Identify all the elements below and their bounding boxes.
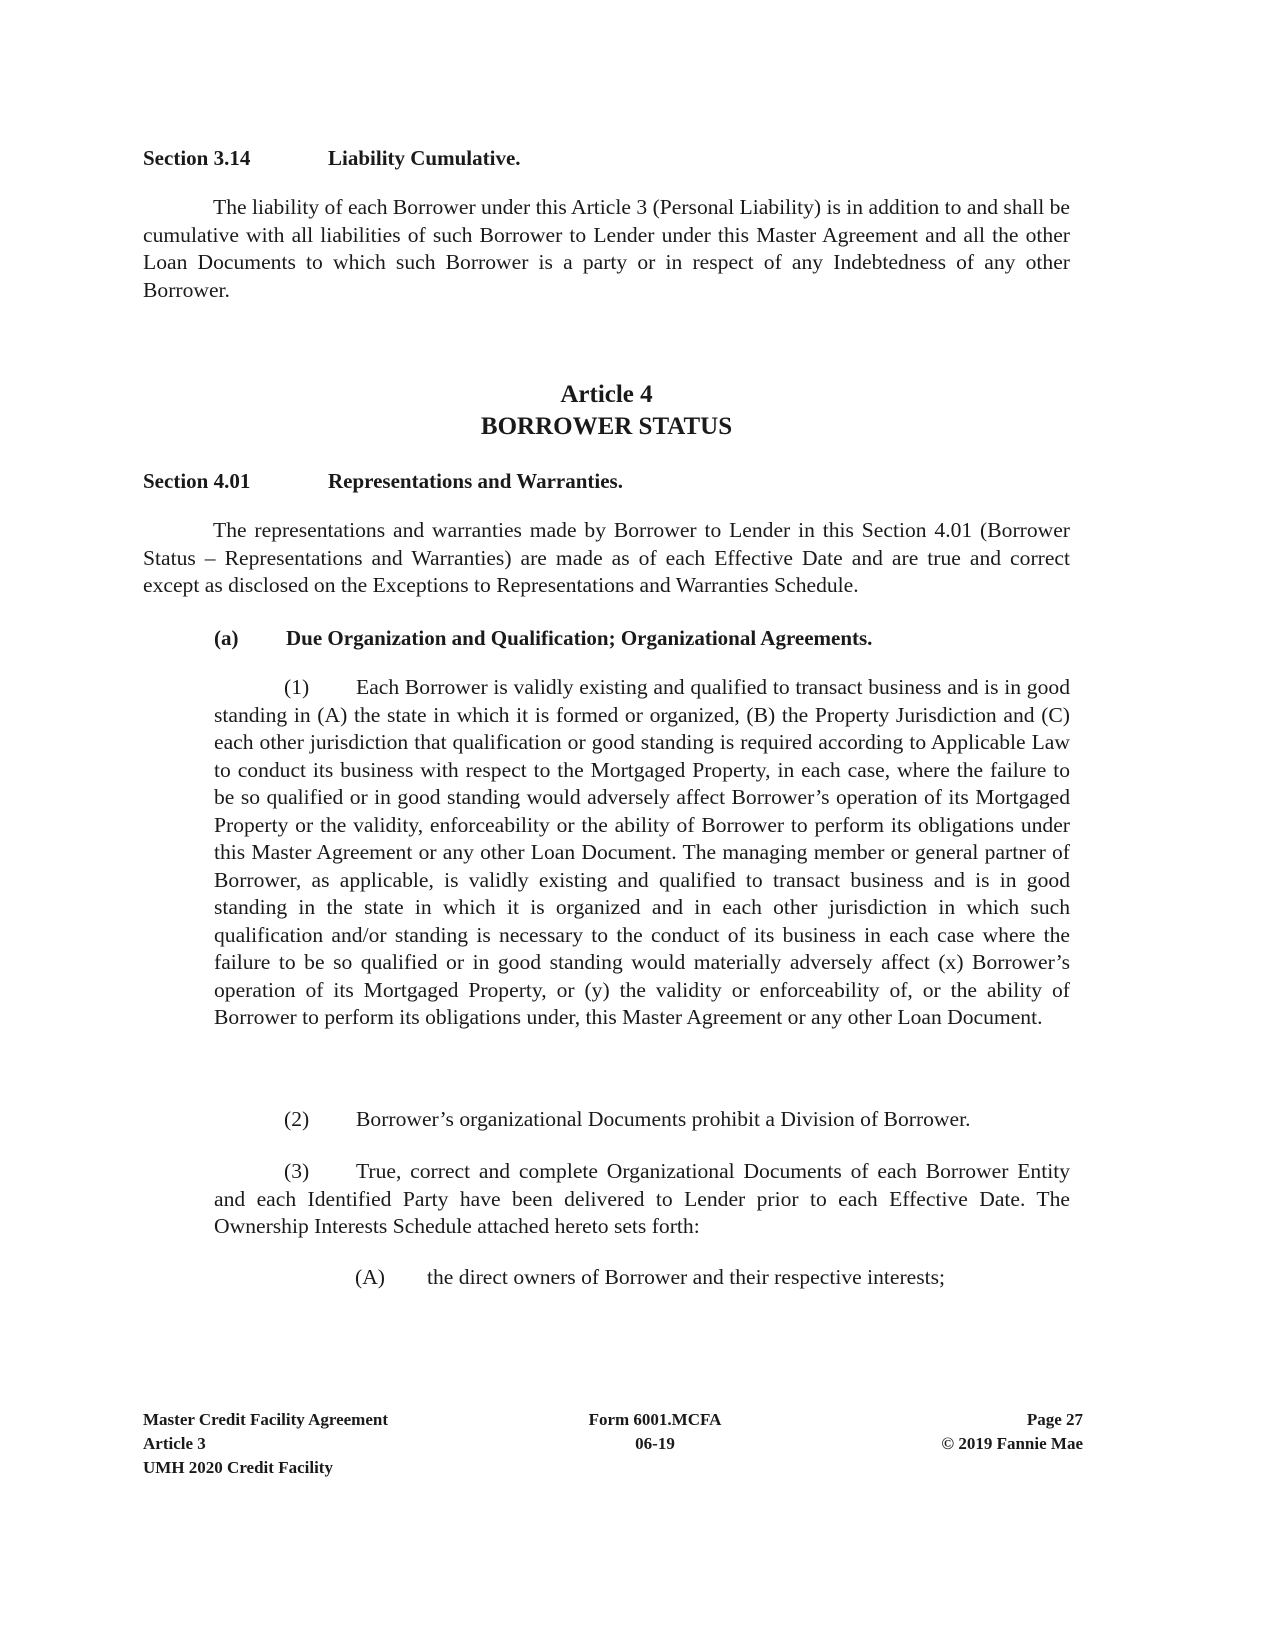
- item-label: (2): [284, 1107, 310, 1131]
- section-number: Section 3.14: [143, 146, 251, 170]
- section-3-14-body: The liability of each Borrower under this Article 3 (Personal Liability) is in addition to and shall be cumulative with all liabilities of such Borrower to Lender under this Master Agreement and all the other Loan Documents to which such Borrower is a party or in respect of any Indebtedness of any other Borrower.: [143, 195, 1070, 302]
- item-text: True, correct and complete Organizational Documents of each Borrower Entity and each Identified Party have been delivered to Lender prior to each Effective Date. The Ownership Interests Schedule attached hereto sets forth:: [214, 1159, 1070, 1238]
- section-4-01-body: The representations and warranties made by Borrower to Lender in this Section 4.01 (Borrower Status – Representations and Warranties) are made as of each Effective Date and are true and correct except as disclosed on the Exceptions to Representations and Warranties Schedule.: [143, 518, 1070, 597]
- footer-copyright: © 2019 Fannie Mae: [941, 1434, 1083, 1453]
- item-label: (3): [284, 1159, 310, 1183]
- article-title: BORROWER STATUS: [480, 413, 733, 440]
- item-1: [214, 674, 1070, 1032]
- section-3-14-heading: [143, 144, 521, 172]
- subsection-a-heading: [214, 624, 872, 652]
- item-text: the direct owners of Borrower and their respective interests;: [427, 1265, 946, 1289]
- footer-left: [143, 1408, 388, 1480]
- section-number: Section 4.01: [143, 469, 251, 493]
- subsection-label: (a): [214, 626, 239, 650]
- footer-form-date: 06-19: [635, 1434, 675, 1453]
- item-3: [214, 1158, 1070, 1241]
- footer-right: [880, 1408, 1083, 1456]
- item-text: Borrower’s organizational Documents prohibit a Division of Borrower.: [356, 1107, 971, 1131]
- footer-page-number: Page 27: [1026, 1410, 1083, 1429]
- footer-document-title: Master Credit Facility Agreement: [143, 1410, 389, 1429]
- footer-form-number: Form 6001.MCFA: [588, 1410, 722, 1429]
- item-2: [284, 1106, 1070, 1134]
- footer-article: Article 3: [143, 1434, 206, 1453]
- footer-center: [540, 1408, 770, 1456]
- footer-facility-name: UMH 2020 Credit Facility: [143, 1458, 333, 1477]
- subsection-title: Due Organization and Qualification; Organizational Agreements.: [286, 626, 873, 650]
- item-A: [355, 1264, 1070, 1292]
- article-number: Article 4: [560, 381, 653, 408]
- section-4-01-heading: [143, 467, 623, 495]
- item-text: Each Borrower is validly existing and qualified to transact business and is in good standing in (A) the state in which it is formed or organized, (B) the Property Jurisdiction and (C) each other jurisdiction that qualification or good standing is required according to Applicable Law to conduct its business with respect to the Mortgaged Property, in each case, where the failure to be so qualified or in good standing would adversely affect Borrower’s operation of its Mortgaged Property or the validity, enforceability or the ability of Borrower to perform its obligations under this Master Agreement or any other Loan Document. The managing member or general partner of Borrower, as applicable, is validly existing and qualified to transact business and is in good standing in the state in which it is organized and in each other jurisdiction in which such qualification and/or standing is necessary to the conduct of its business in each case where the failure to be so qualified or in good standing would materially adversely affect (x) Borrower’s operation of its Mortgaged Property, or (y) the validity or enforceability of, or the ability of Borrower to perform its obligations under, this Master Agreement or any other Loan Document.: [214, 675, 1070, 1029]
- section-title: Representations and Warranties.: [328, 469, 623, 493]
- item-label: (A): [355, 1265, 385, 1289]
- section-title: Liability Cumulative.: [328, 146, 521, 170]
- item-label: (1): [284, 675, 310, 699]
